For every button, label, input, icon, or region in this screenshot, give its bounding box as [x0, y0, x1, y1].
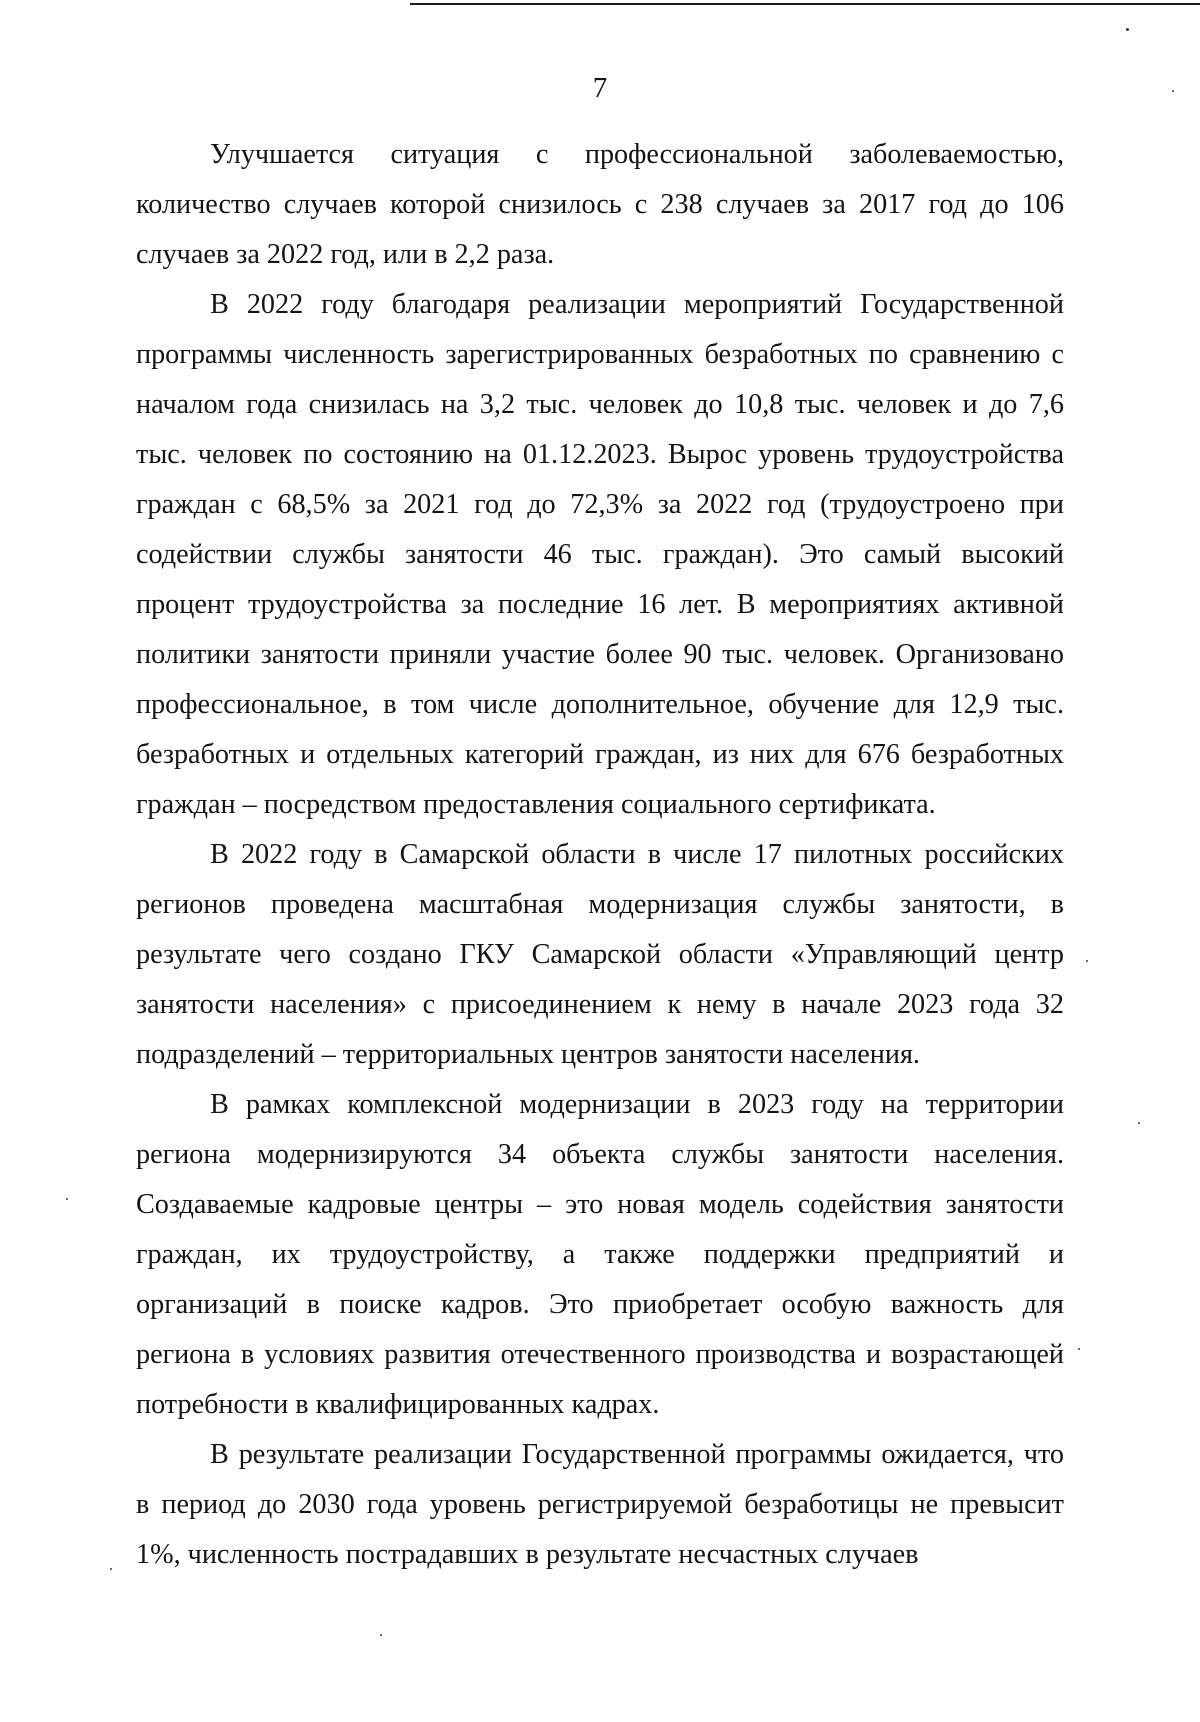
scan-speck	[1126, 28, 1129, 31]
scan-speck	[380, 1634, 382, 1636]
paragraph-occupational-disease: Улучшается ситуация с профессиональной заболеваемостью, количество случаев которой снизилось с 238 случаев за 2017 год до 106 случаев за 2022 год, или в 2,2 раза.	[136, 139, 1064, 270]
scan-speck	[1086, 960, 1088, 962]
page-number: 7	[592, 72, 608, 104]
paragraph-comprehensive-modernization-2023: В рамках комплексной модернизации в 2023 году на территории региона модернизируются 34 объекта службы занятости населения. Создаваемые кадровые центры – это новая модель содействия занятости граждан, их трудоустройству, а также поддержки предприятий и организаций в поиске кадров. Это приобретает особую важность для региона в условиях развития отечественного производства и возрастающей потребности в квалифицированных кадрах.	[136, 1089, 1064, 1420]
document-body	[136, 130, 1064, 1580]
top-edge-line	[410, 3, 1200, 5]
scan-speck	[110, 1568, 112, 1570]
paragraph-unemployment-2022: В 2022 году благодаря реализации мероприятий Государственной программы численность зарегистрированных безработных по сравнению с началом года снизилась на 3,2 тыс. человек до 10,8 тыс. человек и до 7,6 тыс. человек по состоянию на 01.12.2023. Вырос уровень трудоустройства граждан с 68,5% за 2021 год до 72,3% за 2022 год (трудоустроено при содействии службы занятости 46 тыс. граждан). Это самый высокий процент трудоустройства за последние 16 лет. В мероприятиях активной политики занятости приняли участие более 90 тыс. человек. Организовано профессиональное, в том числе дополнительное, обучение для 12,9 тыс. безработных и отдельных категорий граждан, из них для 676 безработных граждан – посредством предоставления социального сертификата.	[136, 289, 1064, 820]
scan-speck	[1172, 90, 1174, 92]
scan-speck	[66, 1198, 68, 1200]
paragraph-expected-results: В результате реализации Государственной программы ожидается, что в период до 2030 года уровень регистрируемой безработицы не превысит 1%, численность пострадавших в результате несчастных случаев	[136, 1439, 1064, 1570]
scan-speck	[1138, 1122, 1140, 1124]
scan-speck	[1078, 1348, 1080, 1350]
paragraph-employment-service-modernization: В 2022 году в Самарской области в числе 17 пилотных российских регионов проведена масштабная модернизация службы занятости, в результате чего создано ГКУ Самарской области «Управляющий центр занятости населения» с присоединением к нему в начале 2023 года 32 подразделений – территориальных центров занятости населения.	[136, 839, 1064, 1070]
